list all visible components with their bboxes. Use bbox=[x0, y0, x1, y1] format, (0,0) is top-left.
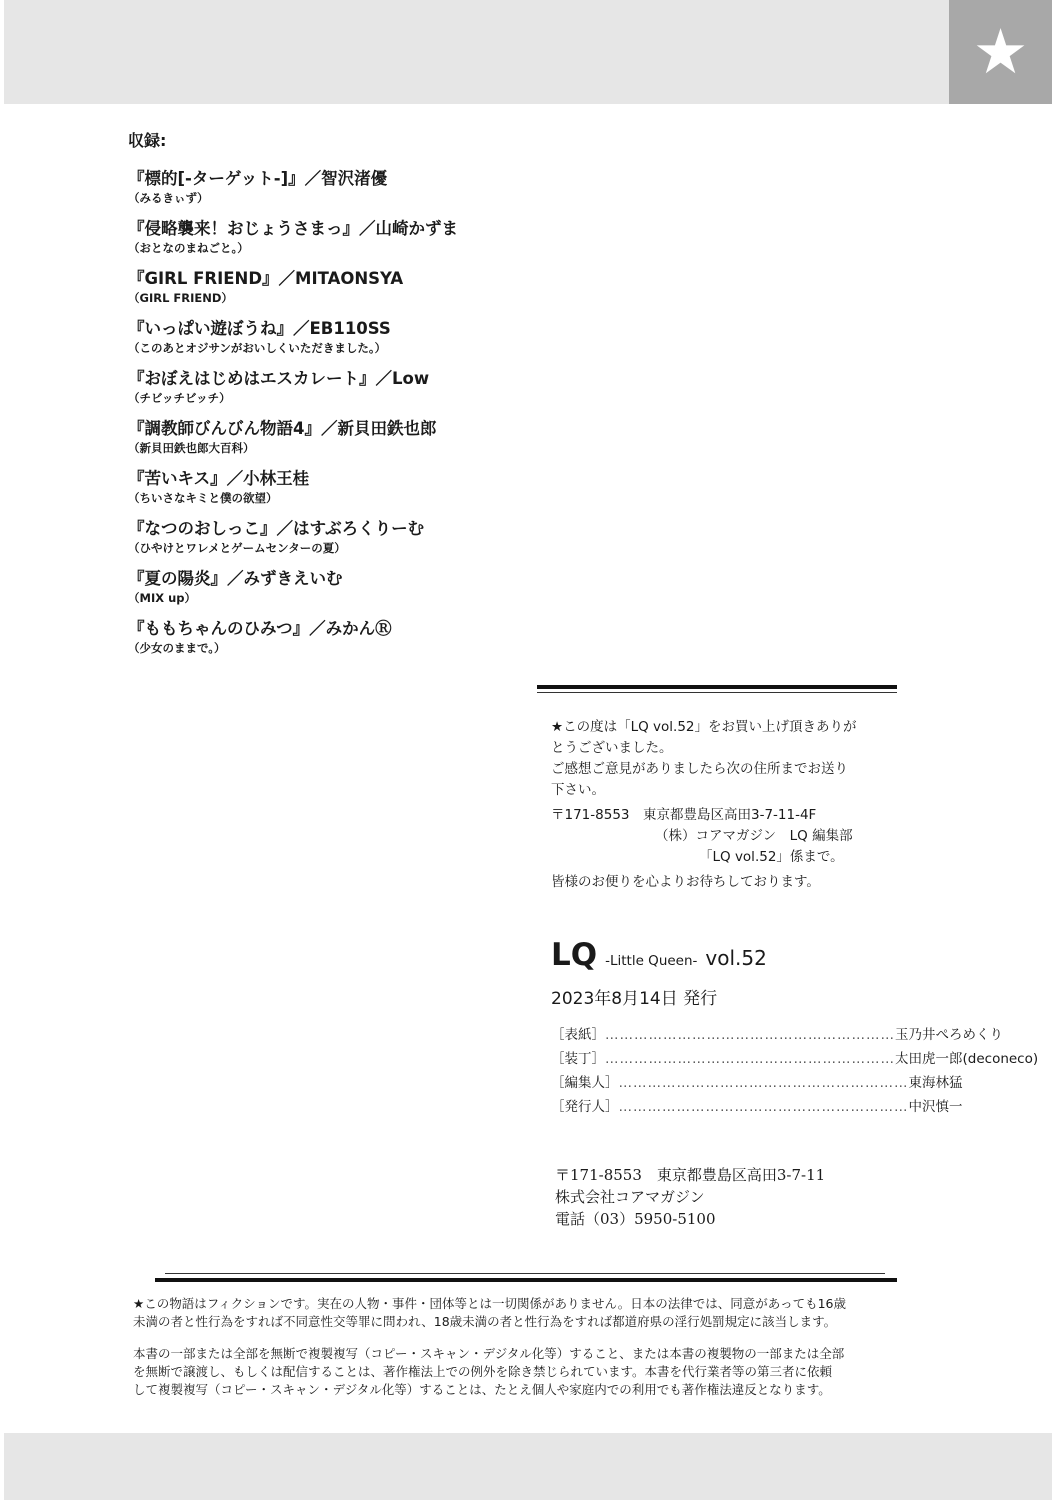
leader-dots: …………………………………………………… bbox=[605, 1051, 895, 1067]
entry-title: 『なつのおしっこ』／はすぶろくりーむ bbox=[128, 519, 425, 538]
list-item bbox=[128, 468, 548, 507]
mail-address: （株）コアマガジン LQ 編集部 bbox=[655, 828, 853, 844]
top-band bbox=[4, 0, 1052, 104]
credit-row bbox=[551, 1047, 1039, 1071]
entry-title: 『GIRL FRIEND』／MITAONSYA bbox=[128, 269, 404, 288]
entry-title: 『調教師びんびん物語4』／新貝田鉄也郎 bbox=[128, 419, 437, 438]
mail-address: 「LQ vol.52」係まで。 bbox=[699, 849, 844, 865]
list-item bbox=[128, 618, 548, 657]
publish-date: 2023年8月14日 発行 bbox=[551, 989, 718, 1009]
thanks-message bbox=[551, 717, 896, 897]
list-item bbox=[128, 268, 548, 307]
credit-role: ［装丁］ bbox=[551, 1051, 605, 1067]
entry-source: （チビッチビッチ） bbox=[128, 391, 231, 405]
list-item bbox=[128, 318, 548, 357]
credit-name: 中沢慎一 bbox=[908, 1099, 963, 1115]
entry-title: 『標的[-ターゲット-]』／智沢渚優 bbox=[128, 169, 388, 188]
fiction-notice: ★この物語はフィクションです。実在の人物・事件・団体等とは一切関係がありません。日本の法律では、同意があっても16歳 未満の者と性行為をすれば不同意性交等罪に問われ、18歳未満の者と性行為をすれば都道府県の淫行処罰規定に該当します。 bbox=[133, 1296, 846, 1329]
leader-dots: …………………………………………………… bbox=[618, 1075, 909, 1091]
legal-notices bbox=[133, 1295, 933, 1413]
divider bbox=[537, 692, 897, 693]
publisher-address: 〒171-8553 東京都豊島区高田3-7-11 bbox=[555, 1166, 826, 1184]
list-item bbox=[128, 518, 548, 557]
entry-source: （GIRL FRIEND） bbox=[128, 291, 233, 305]
publisher-info bbox=[555, 1164, 825, 1230]
entry-source: （みるきぃず） bbox=[128, 191, 209, 205]
copyright-notice: 本書の一部または全部を無断で複製複写（コピー・スキャン・デジタル化等）すること、または本書の複製物の一部または全部 を無断で譲渡し、もしくは配信することは、著作権法上での例外を除き禁じられています。本書を代行業者等の第三者に依頼 して複製複写（コピー・スキャン・デジタル化等）することは、たとえ個人や家庭内での利用でも著作権法違反となります。 bbox=[133, 1346, 845, 1397]
list-item bbox=[128, 168, 548, 207]
contents-list bbox=[128, 128, 548, 668]
entry-source: （ひやけとワレメとゲームセンターの夏） bbox=[128, 541, 346, 555]
entry-source: （少女のままで。） bbox=[128, 641, 226, 655]
divider bbox=[537, 685, 897, 689]
contents-heading: 収録: bbox=[128, 131, 167, 150]
magazine-subtitle: -Little Queen- bbox=[605, 953, 698, 969]
mail-address: 〒171-8553 東京都豊島区高田3-7-11-4F bbox=[551, 807, 817, 823]
list-item bbox=[128, 418, 548, 457]
magazine-title bbox=[551, 936, 896, 980]
leader-dots: …………………………………………………… bbox=[618, 1099, 909, 1115]
credit-row bbox=[551, 1095, 963, 1119]
entry-title: 『いっぱい遊ぼうね』／EB110SS bbox=[128, 319, 391, 338]
magazine-logo: LQ bbox=[551, 937, 598, 973]
entry-title: 『夏の陽炎』／みずきえいむ bbox=[128, 569, 343, 588]
corner-star-box bbox=[949, 0, 1052, 104]
thanks-line: ご感想ご意見がありましたら次の住所までお送り bbox=[551, 761, 848, 777]
thanks-line: とうございました。 bbox=[551, 740, 673, 756]
credit-name: 東海林猛 bbox=[908, 1075, 963, 1091]
entry-source: （新貝田鉄也郎大百科） bbox=[128, 441, 255, 455]
thanks-line: ★この度は「LQ vol.52」をお買い上げ頂きありが bbox=[551, 719, 857, 735]
credit-name: 太田虎一郎(deconeco) bbox=[895, 1051, 1039, 1067]
credit-role: ［発行人］ bbox=[551, 1099, 619, 1115]
entry-source: （このあとオジサンがおいしくいただきました。） bbox=[128, 341, 387, 355]
magazine-volume: vol.52 bbox=[705, 946, 767, 970]
entry-title: 『おぼえはじめはエスカレート』／Low bbox=[128, 369, 430, 388]
divider bbox=[155, 1278, 897, 1282]
entry-source: （ちいさなキミと僕の欲望） bbox=[128, 491, 278, 505]
entry-title: 『ももちゃんのひみつ』／みかんⓇ bbox=[128, 619, 392, 638]
entry-title: 『侵略襲来！おじょうさまっ』／山崎かずま bbox=[128, 219, 458, 238]
credit-name: 玉乃井ぺろめくり bbox=[895, 1027, 1003, 1043]
list-item bbox=[128, 218, 548, 257]
entry-source: （MIX up） bbox=[128, 591, 197, 605]
entry-title: 『苦いキス』／小林王桂 bbox=[128, 469, 310, 488]
credit-row bbox=[551, 1023, 1003, 1047]
list-item bbox=[128, 368, 548, 407]
divider bbox=[165, 1273, 885, 1274]
credit-role: ［編集人］ bbox=[551, 1075, 619, 1091]
leader-dots: …………………………………………………… bbox=[605, 1027, 895, 1043]
list-item bbox=[128, 568, 548, 607]
bottom-band bbox=[4, 1433, 1052, 1500]
star-icon: ★ bbox=[972, 15, 1029, 88]
publisher-company: 株式会社コアマガジン bbox=[555, 1188, 705, 1206]
credit-role: ［表紙］ bbox=[551, 1027, 605, 1043]
credit-row bbox=[551, 1071, 963, 1095]
entry-source: （おとなのまねごと。） bbox=[128, 241, 249, 255]
publisher-phone: 電話（03）5950-5100 bbox=[555, 1210, 716, 1228]
thanks-closing: 皆様のお便りを心よりお待ちしております。 bbox=[551, 874, 820, 890]
colophon bbox=[551, 936, 1039, 1119]
thanks-line: 下さい。 bbox=[551, 782, 605, 798]
